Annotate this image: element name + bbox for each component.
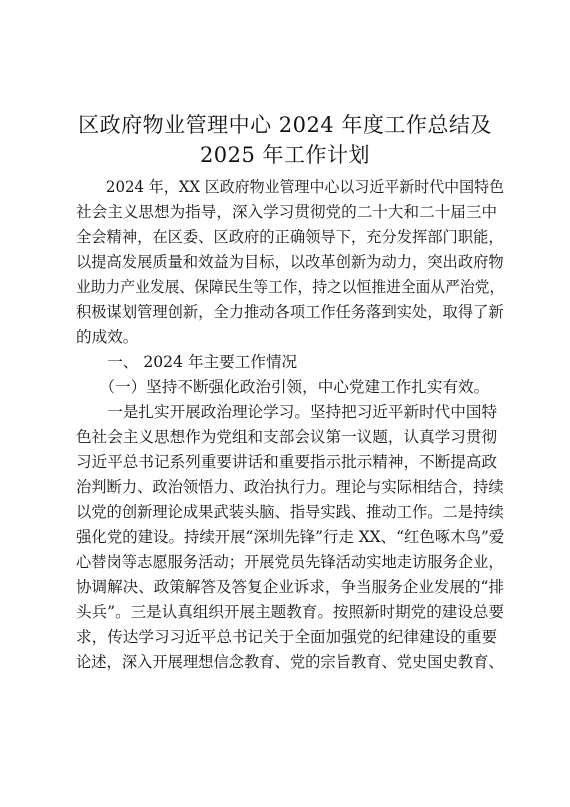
body-line: 一是扎实开展政治理论学习。坚持把习近平新时代中国特 [76,403,498,421]
document-title-line-2: 2025 年工作计划 [199,143,371,167]
body-line: 论述，深入开展理想信念教育、党的宗旨教育、党史国史教育、 [76,653,504,671]
body-line: 的成效。 [76,328,139,346]
body-line: 积极谋划管理创新，全力推动各项工作任务落到实处，取得了新 [76,303,504,321]
body-line: 协调解决、政策解答及答复企业诉求，争当服务企业发展的“排 [76,578,505,596]
document-title-line-1: 区政府物业管理中心 2024 年度工作总结及 [78,113,492,137]
subsection-heading: （一）坚持不断强化政治引领，中心党建工作扎实有效。 [76,378,490,396]
body-line: 色社会主义思想作为党组和支部会议第一议题，认真学习贯彻 [76,428,498,446]
body-line: 强化党的建设。持续开展“深圳先锋”行走 XX、“红色啄木鸟”爱 [76,528,505,546]
body-line: 业助力产业发展、保障民生等工作，持之以恒推进全面从严治党， [76,278,505,296]
section-heading: 一、 2024 年主要工作情况 [76,353,298,371]
body-line: 头兵”。三是认真组织开展主题教育。按照新时期党的建设总要 [76,603,505,621]
body-line: 全会精神，在区委、区政府的正确领导下，充分发挥部门职能， [76,228,504,246]
body-line: 求，传达学习习近平总书记关于全面加强党的纪律建设的重要 [76,628,498,646]
body-line: 心替岗等志愿服务活动；开展党员先锋活动实地走访服务企业， [76,553,504,571]
body-line: 以党的创新理论成果武装头脑、指导实践、推动工作。二是持续 [76,503,504,521]
body-line: 以提高发展质量和效益为目标，以改革创新为动力，突出政府物 [76,253,504,271]
body-line: 社会主义思想为指导，深入学习贯彻党的二十大和二十届三中 [76,203,498,221]
body-line: 治判断力、政治领悟力、政治执行力。理论与实际相结合，持续 [76,478,504,496]
body-line: 习近平总书记系列重要讲话和重要指示批示精神，不断提高政 [76,453,498,471]
body-line: 2024 年，XX 区政府物业管理中心以习近平新时代中国特色 [76,178,505,196]
